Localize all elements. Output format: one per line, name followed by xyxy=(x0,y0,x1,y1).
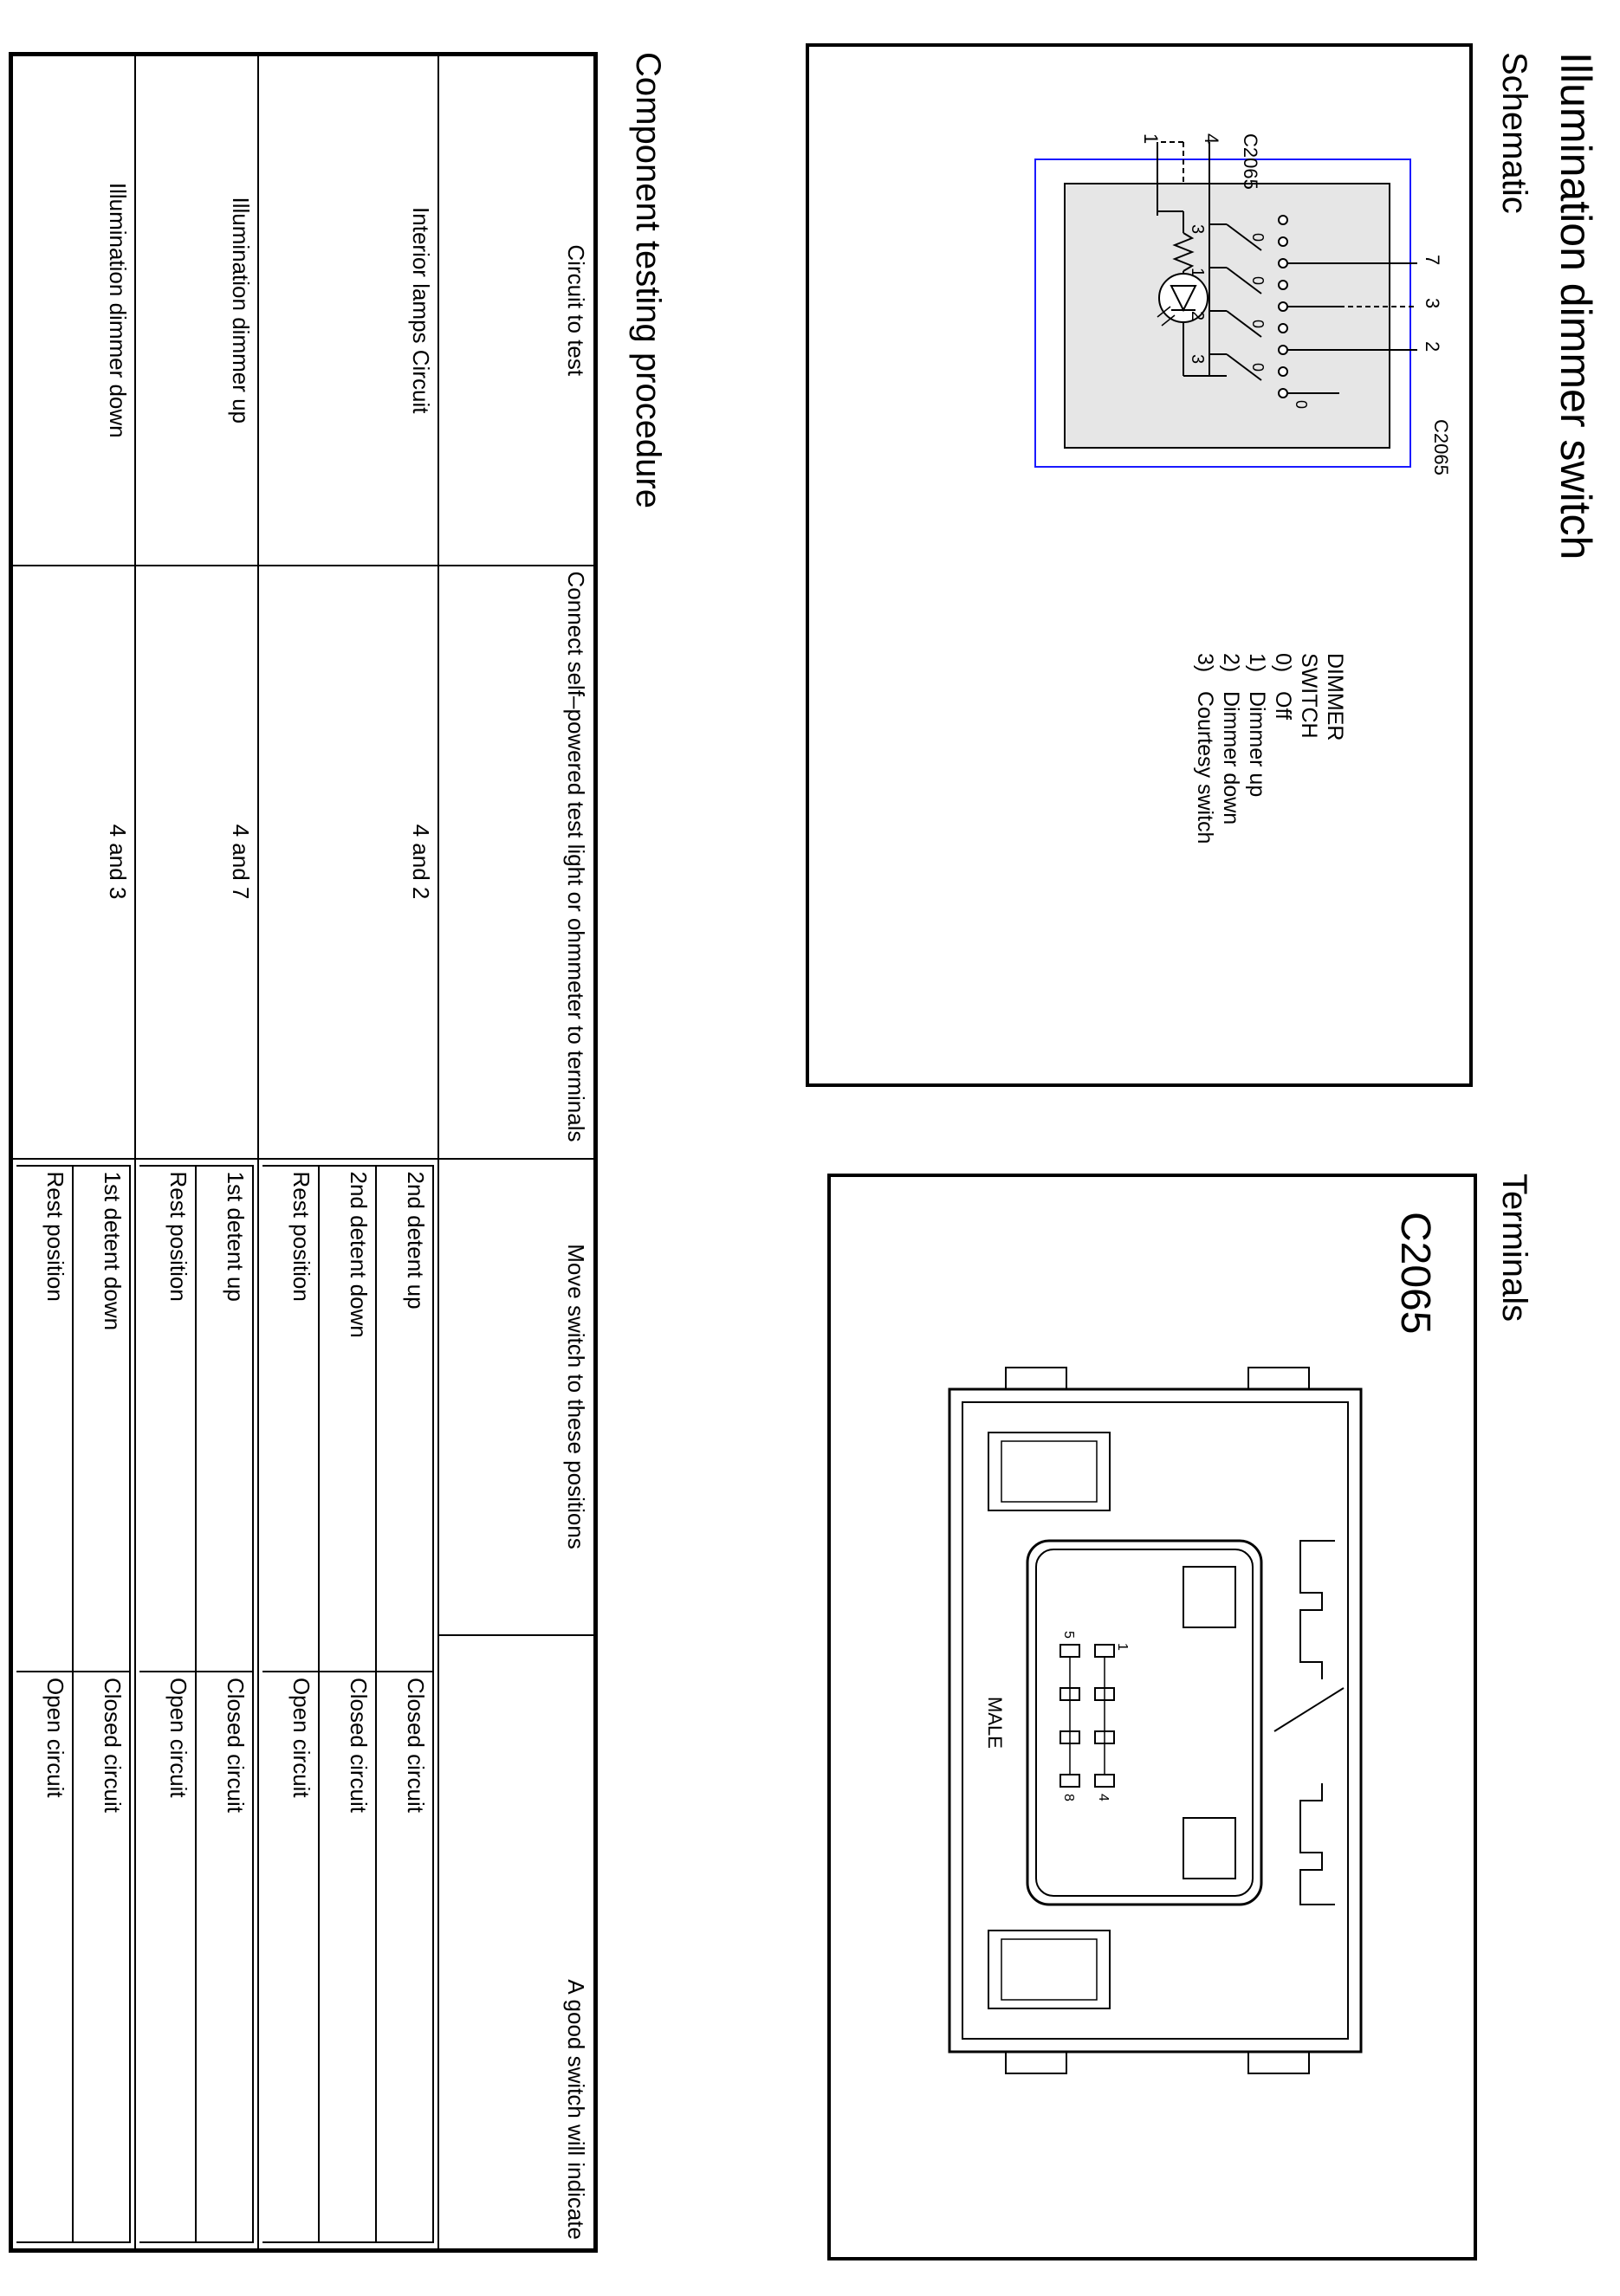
column-header: Connect self–powered test light or ohmmeter to terminals xyxy=(438,566,596,1159)
result-cell: Closed circuit xyxy=(319,1672,376,2242)
legend-item: 1) Dimmer up xyxy=(1245,653,1269,798)
pin-number-1: 1 xyxy=(1115,1643,1130,1651)
gender-label: MALE xyxy=(984,1697,1006,1749)
latch-bottom-right xyxy=(1006,2052,1066,2073)
schematic-heading: Schematic xyxy=(1495,52,1533,214)
legend-item: 0) Off xyxy=(1271,653,1295,720)
switch-label-1: 1 xyxy=(1188,268,1207,278)
pin-number-5: 5 xyxy=(1061,1631,1076,1639)
result-cell: Open circuit xyxy=(16,1672,73,2242)
pin-label-7: 7 xyxy=(1422,255,1443,266)
procedure-heading: Component testing procedure xyxy=(629,52,667,508)
schematic-panel xyxy=(806,43,1473,1087)
schematic-connector-label-right: C2065 xyxy=(1430,419,1452,475)
terminals-connector-label: C2065 xyxy=(1392,1212,1438,1335)
side-module-right xyxy=(988,1931,1110,2008)
dimmer-switch-legend xyxy=(1192,653,1348,844)
terminals-cell: 4 and 3 xyxy=(11,566,136,1159)
terminals-heading: Terminals xyxy=(1495,1174,1533,1323)
position-cell: 2nd detent up xyxy=(376,1166,433,1672)
procedure-table xyxy=(9,52,598,2253)
pin-label-1: 1 xyxy=(1140,133,1162,145)
switch-housing xyxy=(1065,184,1390,448)
pin-label-2: 2 xyxy=(1422,341,1443,352)
pin-label-4: 4 xyxy=(1201,133,1222,145)
circuit-cell: Illumination dimmer up xyxy=(135,55,258,566)
off-label-1: 0 xyxy=(1249,233,1267,243)
off-label-5: 0 xyxy=(1293,400,1310,410)
table-row xyxy=(135,55,258,2251)
terminals-cell: 4 and 2 xyxy=(258,566,438,1159)
position-cell: Rest position xyxy=(139,1166,196,1672)
legend-title-line2: SWITCH xyxy=(1297,653,1321,739)
connector-face-drawing xyxy=(831,1177,1474,2257)
legend-title-line1: DIMMER xyxy=(1323,653,1347,741)
terminals-panel xyxy=(827,1174,1477,2260)
column-header: Move switch to these positions xyxy=(438,1159,596,1635)
position-cell: 1st detent down xyxy=(73,1166,130,1672)
table-row xyxy=(258,55,438,2251)
pin-label-3: 3 xyxy=(1422,298,1443,309)
legend-item: 2) Dimmer down xyxy=(1219,653,1243,825)
steps-table xyxy=(262,1165,434,2244)
position-cell: 2nd detent down xyxy=(319,1166,376,1672)
legend-item: 3) Courtesy switch xyxy=(1193,653,1217,844)
connector-body xyxy=(949,1389,1361,2052)
column-header: Circuit to test xyxy=(438,55,596,566)
table-header-row xyxy=(438,55,596,2251)
steps-table xyxy=(139,1165,254,2244)
side-module-left xyxy=(988,1433,1110,1510)
page-title: Illumination dimmer switch xyxy=(1552,52,1600,560)
terminal-pins xyxy=(1060,1645,1114,1787)
result-cell: Open circuit xyxy=(139,1672,196,2242)
terminals-cell: 4 and 7 xyxy=(135,566,258,1159)
pin-number-4: 4 xyxy=(1096,1794,1111,1801)
position-cell: Rest position xyxy=(262,1166,319,1672)
off-label-3: 0 xyxy=(1249,320,1267,329)
position-cell: 1st detent up xyxy=(196,1166,253,1672)
circuit-cell: Interior lamps Circuit xyxy=(258,55,438,566)
switch-label-2: 2 xyxy=(1188,311,1207,321)
keyway-top xyxy=(1300,1541,1335,1679)
circuit-cell: Illumination dimmer down xyxy=(11,55,136,566)
switch-label-3b: 3 xyxy=(1188,354,1207,365)
table-row xyxy=(11,55,136,2251)
off-label-4: 0 xyxy=(1249,363,1267,372)
pin-cavity xyxy=(1027,1541,1261,1905)
pin-number-8: 8 xyxy=(1061,1794,1076,1801)
result-cell: Closed circuit xyxy=(196,1672,253,2242)
column-header: A good switch will indicate xyxy=(438,1635,596,2251)
latch-top-right xyxy=(1248,2052,1309,2073)
result-cell: Closed circuit xyxy=(376,1672,433,2242)
off-label-2: 0 xyxy=(1249,276,1267,286)
result-cell: Open circuit xyxy=(262,1672,319,2242)
latch-top-left xyxy=(1248,1368,1309,1389)
latch-bottom-left xyxy=(1006,1368,1066,1389)
result-cell: Closed circuit xyxy=(73,1672,130,2242)
switch-label-3a: 3 xyxy=(1188,224,1207,235)
schematic-connector-label-left: C2065 xyxy=(1240,133,1261,190)
position-cell: Rest position xyxy=(16,1166,73,1672)
schematic-diagram xyxy=(809,47,1469,1083)
steps-table xyxy=(16,1165,131,2244)
